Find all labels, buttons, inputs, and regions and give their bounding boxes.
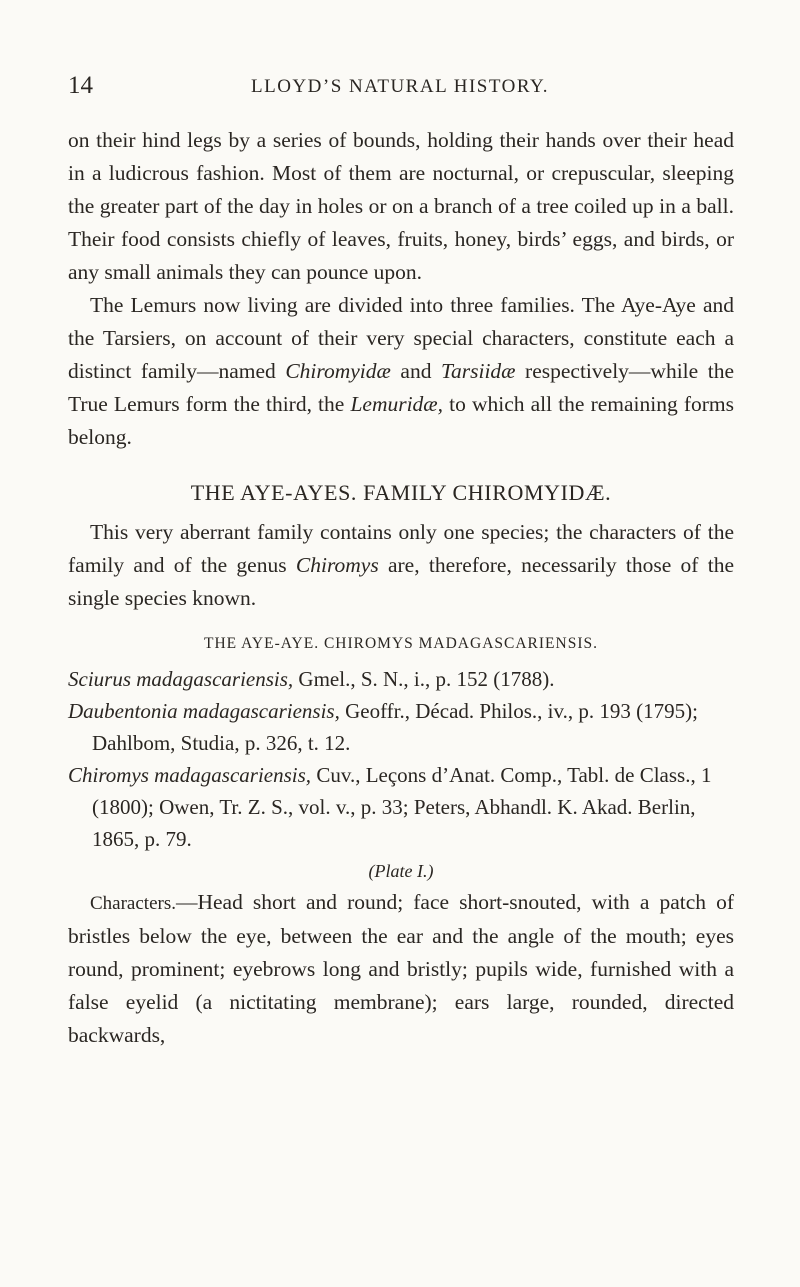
genus-chiromys: Chiromys — [295, 553, 379, 577]
paragraph-behaviour: on their hind legs by a series of bounds, holding their hands over their head in a ludicrous fashion. Most of them are nocturnal, or crepuscular, sleeping the greater part of the day in holes or on a branch of a tree coiled up in a ball. Their food consists chiefly of leaves, fruits, honey, birds’ eggs, and birds, or any small animals they can pounce upon. — [68, 128, 734, 284]
page-body — [68, 124, 734, 1052]
plate-reference: (Plate I.) — [368, 861, 434, 881]
species-heading: THE AYE-AYE. CHIROMYS MADAGASCARIENSIS. — [204, 635, 598, 652]
taxon-chiromyidae: Chiromyidæ — [285, 359, 391, 383]
paragraph-family-description: This very aberrant family contains only one species; the characters of the family and of the genus Chiromys are, therefore, necessarily those of the single species known. — [68, 520, 734, 610]
page-header — [0, 72, 800, 108]
synonym-entry: Sciurus madagascariensis, Gmel., S. N., i., p. 152 (1788). — [68, 667, 555, 691]
synonym-entry: Chiromys madagascariensis, Cuv., Leçons d’Anat. Comp., Tabl. de Class., 1 (1800); Owen, Tr. Z. S., vol. v., p. 33; Peters, Abhandl. K. Akad. Berlin, 1865, p. 79. — [68, 763, 712, 851]
taxon-tarsiidae: Tarsiidæ — [441, 359, 516, 383]
running-title: LLOYD’S NATURAL HISTORY. — [251, 76, 549, 97]
characters-label: Characters. — [90, 893, 176, 914]
page-number: 14 — [68, 72, 93, 99]
paragraph-families: The Lemurs now living are divided into three families. The Aye-Aye and the Tarsiers, on account of their very special characters, constitute each a distinct family—named Chiromyidæ and Tarsiidæ respectively—while the True Lemurs form the third, the Lemuridæ, to which all the remaining forms belong. — [68, 293, 734, 449]
synonym-entry: Daubentonia madagascariensis, Geoffr., Décad. Philos., iv., p. 193 (1795); Dahlbom, Studia, p. 326, t. 12. — [68, 699, 698, 755]
paragraph-characters: Characters.—Head short and round; face short-snouted, with a patch of bristles below the eye, between the ear and the angle of the mouth; eyes round, prominent; eyebrows long and bristly; pupils wide, furnished with a false eyelid (a nictitating membrane); ears large, rounded, directed backwards, — [68, 890, 734, 1047]
taxon-lemuridae: Lemuridæ, — [350, 392, 444, 416]
section-heading-family: THE AYE-AYES. FAMILY CHIROMYIDÆ. — [190, 480, 612, 505]
